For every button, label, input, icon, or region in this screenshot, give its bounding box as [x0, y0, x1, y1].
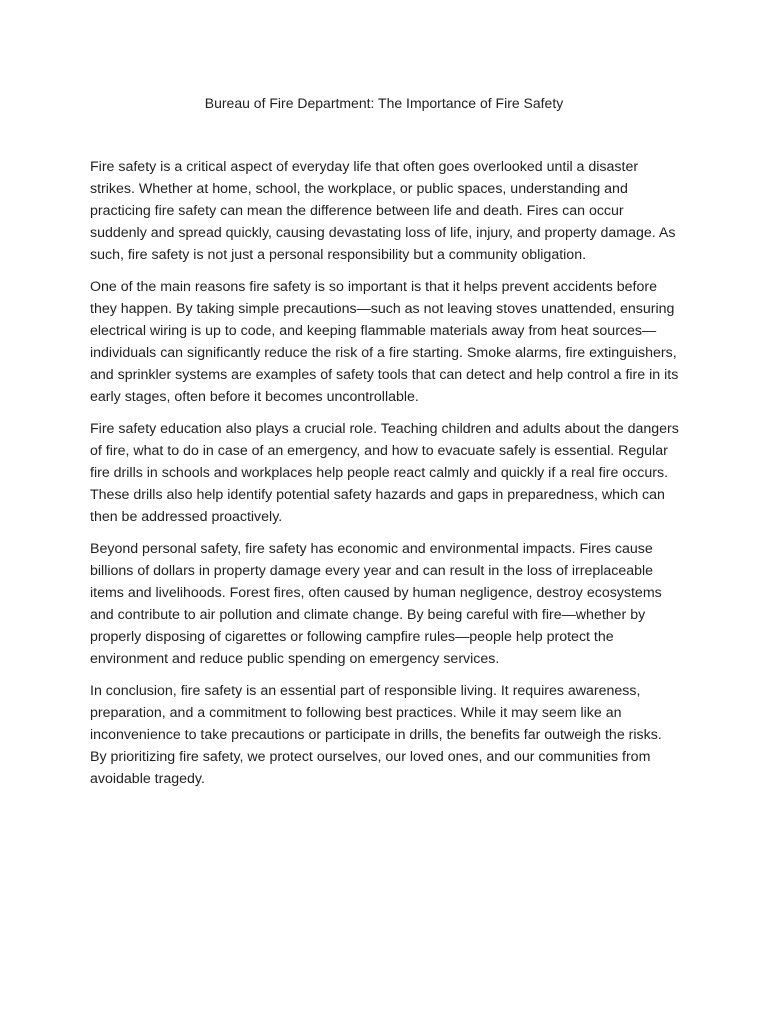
document-title: Bureau of Fire Department: The Importance of Fire Safety — [204, 95, 564, 111]
paragraph-prevention: One of the main reasons fire safety is so important is that it helps prevent accidents before they happen. By taking simple precautions—such as not leaving stoves unattended, ensuring electrical wiring is up to code, and keeping flammable materials away from heat sources—individuals can significantly reduce the risk of a fire starting. Smoke alarms, fire extinguishers, and sprinkler systems are examples of safety tools that can detect and help control a fire in its early stages, often before it becomes uncontrollable. — [90, 279, 679, 405]
paragraph-impacts: Beyond personal safety, fire safety has economic and environmental impacts. Fires cause billions of dollars in property damage every year and can result in the loss of irreplaceable items and livelihoods. Forest fires, often caused by human negligence, destroy ecosystems and contribute to air pollution and climate change. By being careful with fire—whether by properly disposing of cigarettes or following campfire rules—people help protect the environment and reduce public spending on emergency services. — [90, 541, 662, 667]
paragraph-conclusion: In conclusion, fire safety is an essential part of responsible living. It requires awareness, preparation, and a commitment to following best practices. While it may seem like an inconvenience to take precautions or participate in drills, the benefits far outweigh the risks. By prioritizing fire safety, we protect ourselves, our loved ones, and our communities from avoidable tragedy. — [90, 683, 662, 787]
document-body — [90, 156, 682, 800]
paragraph-education: Fire safety education also plays a crucial role. Teaching children and adults about the dangers of fire, what to do in case of an emergency, and how to evacuate safely is essential. Regular fire drills in schools and workplaces help people react calmly and quickly if a real fire occurs. These drills also help identify potential safety hazards and gaps in preparedness, which can then be addressed proactively. — [90, 421, 679, 525]
paragraph-intro: Fire safety is a critical aspect of everyday life that often goes overlooked until a disaster strikes. Whether at home, school, the workplace, or public spaces, understanding and practicing fire safety can mean the difference between life and death. Fires can occur suddenly and spread quickly, causing devastating loss of life, injury, and property damage. As such, fire safety is not just a personal responsibility but a community obligation. — [90, 159, 676, 263]
